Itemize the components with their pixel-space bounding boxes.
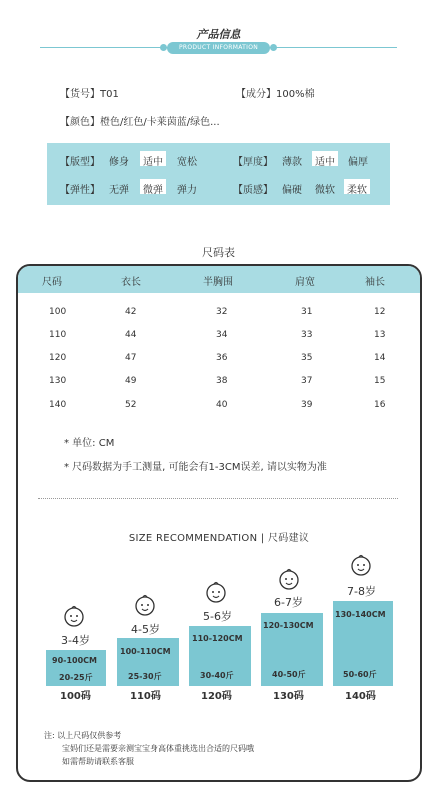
thickness-option-selected: 适中 xyxy=(315,157,335,168)
measure-note: * 尺码数据为手工测量, 可能会有1-3CM误差, 请以实物为准 xyxy=(64,462,327,473)
height-range: 120-130CM xyxy=(263,621,314,630)
cell-length: 52 xyxy=(125,400,137,410)
height-range: 130-140CM xyxy=(335,610,386,619)
cell-sleeve: 13 xyxy=(374,330,386,340)
height-range: 110-120CM xyxy=(192,634,243,643)
cell-size: 130 xyxy=(49,376,67,386)
cell-length: 49 xyxy=(125,376,137,386)
recommendation-title: SIZE RECOMMENDATION | 尺码建议 xyxy=(128,533,310,544)
fit-option: 宽松 xyxy=(177,157,197,168)
cell-length: 42 xyxy=(125,307,137,317)
cell-size: 140 xyxy=(49,400,67,410)
cell-shoulder: 35 xyxy=(301,353,313,363)
age-label: 3-4岁 xyxy=(61,634,90,647)
texture-option: 微软 xyxy=(315,185,335,196)
cell-sleeve: 16 xyxy=(374,400,386,410)
fit-option: 修身 xyxy=(109,157,129,168)
color-row xyxy=(60,113,220,128)
texture-option-selected: 柔软 xyxy=(347,185,367,196)
header-sleeve: 袖长 xyxy=(365,277,385,288)
thickness-option: 偏厚 xyxy=(348,157,368,168)
cell-chest: 38 xyxy=(216,376,228,386)
texture-label: 【质感】 xyxy=(233,185,273,196)
footnote-line-2: 宝妈们还是需要亲测宝宝身高体重挑选出合适的尺码哦 xyxy=(62,744,254,753)
material-label: 【成分】 xyxy=(236,89,276,100)
height-range: 100-110CM xyxy=(120,647,171,656)
weight-range: 20-25斤 xyxy=(59,673,93,682)
thickness-option: 薄款 xyxy=(282,157,302,168)
item-no-label: 【货号】 xyxy=(60,89,100,100)
elasticity-option-selected: 微弹 xyxy=(143,185,163,196)
elasticity-option: 无弹 xyxy=(109,185,129,196)
cell-sleeve: 12 xyxy=(374,307,386,317)
age-label: 6-7岁 xyxy=(274,596,303,609)
recommended-size: 130码 xyxy=(273,691,304,702)
size-table-header xyxy=(18,266,420,293)
cell-chest: 36 xyxy=(216,353,228,363)
recommended-size: 120码 xyxy=(201,691,232,702)
cell-chest: 34 xyxy=(216,330,228,340)
cell-chest: 40 xyxy=(216,400,228,410)
cell-chest: 32 xyxy=(216,307,228,317)
page-title: 产品信息 xyxy=(196,28,241,41)
baby-face-icon xyxy=(134,594,156,616)
unit-note: * 单位: CM xyxy=(64,438,115,449)
cell-sleeve: 14 xyxy=(374,353,386,363)
header-size: 尺码 xyxy=(42,277,62,288)
header-dot-right xyxy=(270,44,277,51)
weight-range: 25-30斤 xyxy=(128,672,162,681)
section-divider xyxy=(38,498,398,499)
cell-shoulder: 39 xyxy=(301,400,313,410)
cell-size: 100 xyxy=(49,307,67,317)
elasticity-label: 【弹性】 xyxy=(60,185,100,196)
header-chest: 半胸围 xyxy=(203,277,233,288)
color-label: 【颜色】 xyxy=(60,117,100,128)
item-no-row xyxy=(60,85,119,100)
recommended-size: 100码 xyxy=(60,691,91,702)
weight-range: 30-40斤 xyxy=(200,671,234,680)
item-no-value: T01 xyxy=(100,89,119,100)
color-value: 橙色/红色/卡莱茵蓝/绿色... xyxy=(100,117,220,128)
weight-range: 50-60斤 xyxy=(343,670,377,679)
fit-option-selected: 适中 xyxy=(143,157,163,168)
cell-length: 47 xyxy=(125,353,137,363)
fit-label: 【版型】 xyxy=(60,157,100,168)
header-subtitle: PRODUCT INFORMATION xyxy=(167,42,270,54)
cell-shoulder: 37 xyxy=(301,376,313,386)
size-table-caption: 尺码表 xyxy=(202,246,235,259)
footnote-line-3: 如需帮助请联系客服 xyxy=(62,757,134,766)
header-dot-left xyxy=(160,44,167,51)
texture-option: 偏硬 xyxy=(282,185,302,196)
size-chart-card xyxy=(16,264,422,782)
attribute-panel xyxy=(47,143,390,205)
material-row xyxy=(236,85,315,100)
footnote-line-1: 注: 以上尺码仅供参考 xyxy=(44,731,122,740)
baby-face-icon xyxy=(350,554,372,576)
material-value: 100%棉 xyxy=(276,89,315,100)
header-length: 衣长 xyxy=(121,277,141,288)
cell-sleeve: 15 xyxy=(374,376,386,386)
baby-face-icon xyxy=(63,605,85,627)
baby-face-icon xyxy=(205,581,227,603)
recommended-size: 110码 xyxy=(130,691,161,702)
cell-size: 110 xyxy=(49,330,67,340)
cell-shoulder: 33 xyxy=(301,330,313,340)
recommended-size: 140码 xyxy=(345,691,376,702)
cell-size: 120 xyxy=(49,353,67,363)
header-shoulder: 肩宽 xyxy=(295,277,315,288)
age-label: 5-6岁 xyxy=(203,610,232,623)
elasticity-option: 弹力 xyxy=(177,185,197,196)
baby-face-icon xyxy=(278,568,300,590)
age-label: 7-8岁 xyxy=(347,585,376,598)
thickness-label: 【厚度】 xyxy=(233,157,273,168)
weight-range: 40-50斤 xyxy=(272,670,306,679)
cell-length: 44 xyxy=(125,330,137,340)
age-label: 4-5岁 xyxy=(131,623,160,636)
cell-shoulder: 31 xyxy=(301,307,313,317)
height-range: 90-100CM xyxy=(52,656,97,665)
